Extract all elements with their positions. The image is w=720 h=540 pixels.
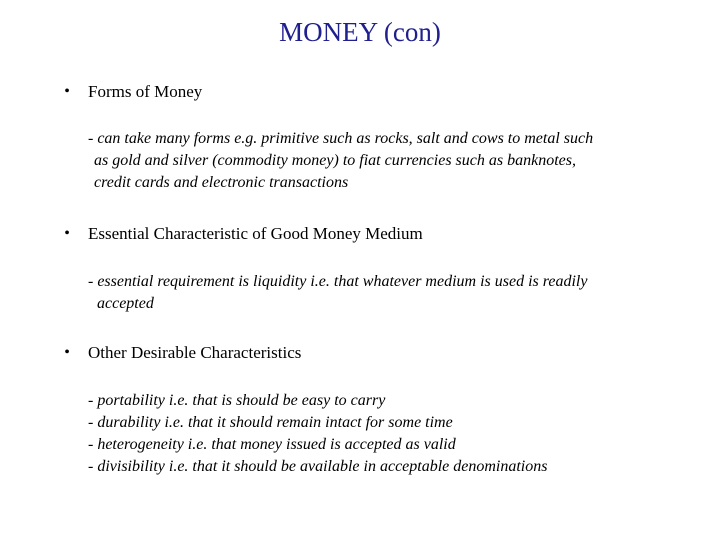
bullet-icon: • — [64, 225, 70, 242]
sub-line: - divisibility i.e. that it should be available in acceptable denominations — [88, 458, 548, 475]
sub-line: accepted — [97, 295, 154, 312]
bullet-heading: Other Desirable Characteristics — [88, 343, 302, 362]
sub-line: - durability i.e. that it should remain intact for some time — [88, 414, 453, 431]
sub-text-essential — [88, 271, 587, 315]
bullet-heading: Essential Characteristic of Good Money Medium — [88, 224, 423, 243]
bullet-icon: • — [64, 83, 70, 100]
sub-line: - can take many forms e.g. primitive such as rocks, salt and cows to metal such — [88, 130, 594, 147]
sub-line: - heterogeneity i.e. that money issued is accepted as valid — [88, 436, 456, 453]
sub-line: - portability i.e. that is should be easy to carry — [88, 392, 386, 409]
sub-text-forms — [88, 128, 593, 194]
bullet-icon: • — [64, 344, 70, 361]
slide-title: MONEY (con) — [279, 17, 441, 47]
bullet-heading: Forms of Money — [88, 82, 203, 101]
sub-text-desirable — [88, 390, 547, 478]
sub-line: - essential requirement is liquidity i.e. that whatever medium is used is readily — [88, 273, 588, 290]
sub-line: credit cards and electronic transactions — [94, 174, 349, 191]
sub-line: as gold and silver (commodity money) to fiat currencies such as banknotes, — [94, 152, 576, 169]
